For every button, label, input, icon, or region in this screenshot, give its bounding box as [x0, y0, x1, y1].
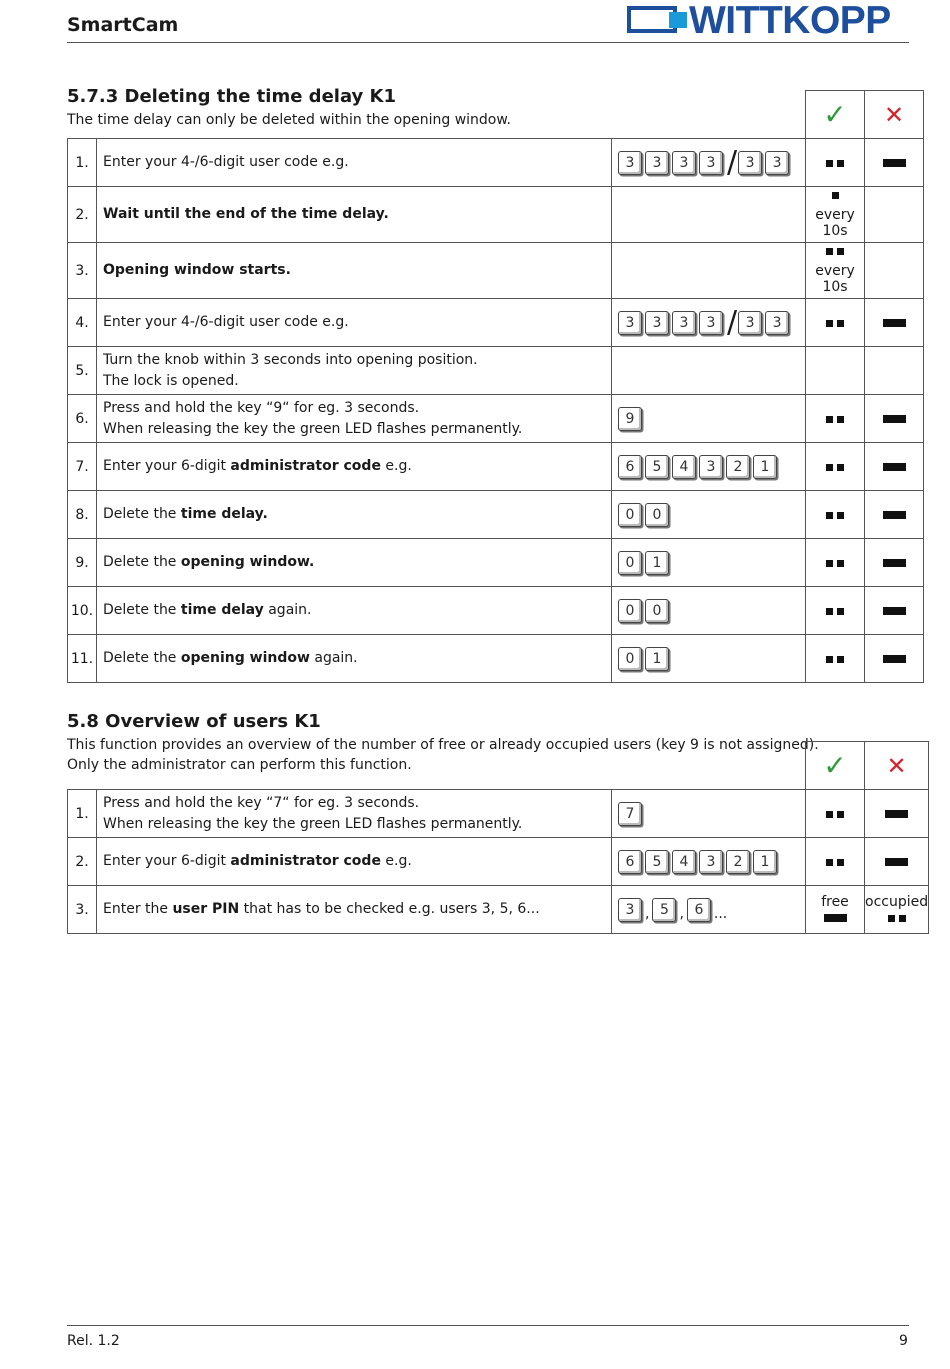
success-signal: [806, 635, 865, 683]
keypad-key-0: 0: [645, 503, 669, 527]
led-dot: [826, 608, 833, 615]
cross-icon: ✕: [886, 751, 907, 780]
success-column-header: [806, 742, 865, 790]
keypad-key-3: 3: [738, 311, 762, 335]
error-signal: [865, 443, 924, 491]
release-label: Rel. 1.2: [67, 1333, 120, 1349]
step-number: 1.: [68, 790, 97, 838]
step-number: 2.: [68, 187, 97, 243]
step-row: [68, 635, 924, 683]
keypad-key-2: 2: [726, 455, 750, 479]
step-instruction: [97, 838, 612, 886]
step-instruction: [97, 491, 612, 539]
section-title-delete-time-delay: 5.7.3 Deleting the time delay K1: [67, 86, 397, 107]
led-dot: [837, 560, 844, 567]
signal-label: every 10s: [815, 207, 855, 239]
success-signal: [806, 790, 865, 838]
key-sequence: [612, 187, 806, 243]
led-dot: [826, 160, 833, 167]
step-row: [68, 838, 929, 886]
led-dot: [826, 416, 833, 423]
led-dot: [837, 811, 844, 818]
error-column-header: [865, 91, 924, 139]
instruction-emphasis: administrator code: [230, 853, 381, 869]
step-row: [68, 491, 924, 539]
header-divider: [67, 42, 909, 43]
slash-separator: /: [727, 144, 738, 180]
error-signal: [865, 243, 924, 299]
error-signal: [865, 187, 924, 243]
step-number: 3.: [68, 243, 97, 299]
step-instruction: [97, 243, 612, 299]
led-dot: [826, 560, 833, 567]
error-signal: [865, 587, 924, 635]
success-signal: [806, 139, 865, 187]
instruction-line: When releasing the key the green LED flashes permanently.: [103, 420, 523, 437]
key-sequence: [612, 299, 806, 347]
step-instruction: [97, 347, 612, 395]
led-dot: [837, 464, 844, 471]
step-row: [68, 886, 929, 934]
error-signal: [865, 886, 929, 934]
error-signal: [865, 790, 929, 838]
led-double-signal-icon: [824, 155, 846, 171]
key-sequence: [612, 395, 806, 443]
step-instruction: [97, 139, 612, 187]
page-number: 9: [899, 1333, 908, 1349]
section-description: The time delay can only be deleted within the opening window.: [67, 112, 511, 128]
keypad-key-0: 0: [618, 599, 642, 623]
keypad-key-3: 3: [645, 151, 669, 175]
led-dot: [837, 512, 844, 519]
led-dot: [826, 811, 833, 818]
keypad-key-5: 5: [645, 455, 669, 479]
steps-table-overview-users: [67, 741, 929, 934]
cross-icon: ✕: [883, 100, 905, 129]
instruction-text: Enter your 4-/6-digit user code e.g.: [103, 314, 349, 330]
step-instruction: [97, 395, 612, 443]
keypad-key-3: 3: [672, 311, 696, 335]
led-dot: [837, 160, 844, 167]
signal-label: every 10s: [815, 263, 855, 295]
steps-table-delete-time-delay: [67, 90, 924, 683]
instruction-text: Delete the: [103, 602, 181, 618]
led-dot: [899, 915, 906, 922]
success-signal: [806, 587, 865, 635]
instruction-text: Delete the: [103, 506, 181, 522]
led-dot: [826, 248, 833, 255]
step-instruction: [97, 539, 612, 587]
key-sequence: [612, 139, 806, 187]
led-long-signal-icon: [883, 319, 906, 327]
description-line: This function provides an overview of the number of free or already occupied users (key 9 is not assigned).: [67, 737, 819, 753]
led-double-signal-icon: [824, 555, 846, 571]
instruction-text: Enter your 6-digit: [103, 458, 231, 474]
keypad-key-4: 4: [672, 850, 696, 874]
key-sequence: [612, 790, 806, 838]
error-signal: [865, 139, 924, 187]
keypad-key-3: 3: [618, 311, 642, 335]
instruction-text: Enter your 4-/6-digit user code e.g.: [103, 154, 349, 170]
keypad-key-0: 0: [645, 599, 669, 623]
led-dot: [837, 656, 844, 663]
led-dot: [826, 512, 833, 519]
led-long-signal-icon: [883, 463, 906, 471]
step-number: 4.: [68, 299, 97, 347]
led-dot: [826, 464, 833, 471]
key-sequence: [612, 347, 806, 395]
error-signal: [865, 347, 924, 395]
success-signal: [806, 838, 865, 886]
instruction-text: Delete the: [103, 650, 181, 666]
led-dot: [826, 656, 833, 663]
led-single-signal-icon: [832, 192, 839, 199]
checkmark-icon: ✓: [823, 749, 847, 782]
led-double-signal-icon: [824, 411, 846, 427]
keypad-key-4: 4: [672, 455, 696, 479]
header-spacer: [68, 91, 806, 139]
key-separator: ,: [645, 905, 650, 922]
instruction-emphasis: Wait until the end of the time delay.: [103, 206, 389, 222]
led-dot: [826, 320, 833, 327]
led-long-signal-icon: [885, 810, 908, 818]
step-row: [68, 395, 924, 443]
instruction-line: Press and hold the key “9“ for eg. 3 seconds.: [103, 399, 420, 416]
signal-label: free: [821, 894, 849, 910]
led-double-signal-icon: [824, 243, 846, 259]
step-number: 10.: [68, 587, 97, 635]
error-signal: [865, 635, 924, 683]
keypad-key-3: 3: [738, 151, 762, 175]
step-number: 1.: [68, 139, 97, 187]
document-title: SmartCam: [67, 14, 179, 36]
led-double-signal-icon: [824, 806, 846, 822]
led-double-signal-icon: [824, 507, 846, 523]
success-signal: [806, 491, 865, 539]
led-double-signal-icon: [824, 315, 846, 331]
success-signal: [806, 243, 865, 299]
success-signal: [806, 886, 865, 934]
led-long-signal-icon: [883, 559, 906, 567]
checkmark-icon: ✓: [823, 98, 847, 131]
keypad-key-0: 0: [618, 647, 642, 671]
led-double-signal-icon: [824, 459, 846, 475]
led-long-signal-icon: [883, 511, 906, 519]
instruction-line: When releasing the key the green LED flashes permanently.: [103, 815, 523, 832]
step-row: [68, 139, 924, 187]
key-sequence: [612, 491, 806, 539]
keypad-key-3: 3: [618, 151, 642, 175]
signal-label: occupied: [865, 894, 929, 910]
logo-square-shape: [669, 12, 687, 28]
error-signal: [865, 491, 924, 539]
led-long-signal-icon: [824, 914, 847, 922]
led-dot: [837, 416, 844, 423]
instruction-emphasis: time delay.: [180, 506, 268, 522]
step-instruction: [97, 587, 612, 635]
keypad-key-1: 1: [753, 455, 777, 479]
description-line: Only the administrator can perform this function.: [67, 757, 412, 773]
instruction-emphasis: Opening window starts.: [103, 262, 291, 278]
instruction-emphasis: opening window.: [180, 554, 315, 570]
step-row: [68, 187, 924, 243]
error-column-header: [865, 742, 929, 790]
led-dot: [888, 915, 895, 922]
keypad-key-1: 1: [645, 647, 669, 671]
led-long-signal-icon: [883, 607, 906, 615]
led-long-signal-icon: [883, 159, 906, 167]
step-number: 3.: [68, 886, 97, 934]
led-long-signal-icon: [885, 858, 908, 866]
error-signal: [865, 539, 924, 587]
keypad-key-3: 3: [618, 898, 642, 922]
step-number: 2.: [68, 838, 97, 886]
step-instruction: [97, 443, 612, 491]
step-row: [68, 587, 924, 635]
keypad-key-0: 0: [618, 551, 642, 575]
keypad-key-2: 2: [726, 850, 750, 874]
key-sequence: [612, 443, 806, 491]
keypad-key-3: 3: [699, 151, 723, 175]
instruction-emphasis: administrator code: [230, 458, 381, 474]
header-spacer: [68, 742, 806, 790]
instruction-text: e.g.: [380, 458, 412, 474]
led-double-signal-icon: [824, 651, 846, 667]
key-sequence: [612, 886, 806, 934]
led-dot: [837, 248, 844, 255]
led-dot: [826, 859, 833, 866]
key-sequence: [612, 838, 806, 886]
led-dot: [837, 608, 844, 615]
keypad-key-9: 9: [618, 407, 642, 431]
keypad-key-0: 0: [618, 503, 642, 527]
led-long-signal-icon: [883, 655, 906, 663]
keypad-key-3: 3: [765, 311, 789, 335]
key-sequence: [612, 539, 806, 587]
keypad-key-6: 6: [618, 850, 642, 874]
keypad-key-3: 3: [645, 311, 669, 335]
instruction-text: that has to be checked e.g. users 3, 5, 6...: [239, 901, 540, 917]
instruction-line: Press and hold the key “7“ for eg. 3 seconds.: [103, 794, 420, 811]
step-instruction: [97, 635, 612, 683]
keypad-key-6: 6: [618, 455, 642, 479]
led-double-signal-icon: [824, 603, 846, 619]
step-row: [68, 347, 924, 395]
slash-separator: /: [727, 304, 738, 340]
success-signal: [806, 299, 865, 347]
step-number: 9.: [68, 539, 97, 587]
step-number: 5.: [68, 347, 97, 395]
key-sequence: [612, 587, 806, 635]
instruction-text: again.: [263, 602, 312, 618]
keypad-key-3: 3: [672, 151, 696, 175]
instruction-text: Enter the: [103, 901, 173, 917]
step-row: [68, 790, 929, 838]
step-row: [68, 539, 924, 587]
success-signal: [806, 539, 865, 587]
keypad-key-3: 3: [699, 455, 723, 479]
key-sequence: [612, 635, 806, 683]
led-long-signal-icon: [883, 415, 906, 423]
step-number: 6.: [68, 395, 97, 443]
error-signal: [865, 395, 924, 443]
instruction-text: Delete the: [103, 554, 181, 570]
instruction-text: Enter your 6-digit: [103, 853, 231, 869]
success-signal: [806, 347, 865, 395]
keypad-key-5: 5: [652, 898, 676, 922]
success-signal: [806, 187, 865, 243]
step-row: [68, 443, 924, 491]
step-instruction: [97, 790, 612, 838]
success-column-header: [806, 91, 865, 139]
keypad-key-3: 3: [765, 151, 789, 175]
footer-divider: [67, 1325, 909, 1326]
success-signal: [806, 395, 865, 443]
led-double-signal-icon: [824, 854, 846, 870]
error-signal: [865, 299, 924, 347]
led-dot: [837, 859, 844, 866]
led-double-signal-icon: [886, 910, 908, 926]
keypad-key-7: 7: [618, 802, 642, 826]
instruction-emphasis: user PIN: [172, 901, 240, 917]
step-number: 11.: [68, 635, 97, 683]
step-number: 8.: [68, 491, 97, 539]
instruction-line: The lock is opened.: [103, 372, 239, 389]
keypad-key-1: 1: [645, 551, 669, 575]
wittkopp-logo: [627, 2, 910, 40]
key-separator: ...: [713, 905, 728, 922]
keypad-key-5: 5: [645, 850, 669, 874]
instruction-emphasis: opening window: [180, 650, 310, 666]
keypad-key-3: 3: [699, 311, 723, 335]
keypad-key-6: 6: [687, 898, 711, 922]
success-signal: [806, 443, 865, 491]
step-row: [68, 299, 924, 347]
step-number: 7.: [68, 443, 97, 491]
instruction-emphasis: time delay: [180, 602, 264, 618]
instruction-text: e.g.: [380, 853, 412, 869]
section-title-overview-users: 5.8 Overview of users K1: [67, 711, 321, 732]
step-instruction: [97, 886, 612, 934]
key-separator: ,: [679, 905, 684, 922]
error-signal: [865, 838, 929, 886]
instruction-line: Turn the knob within 3 seconds into opening position.: [103, 351, 478, 368]
step-instruction: [97, 299, 612, 347]
key-sequence: [612, 243, 806, 299]
step-instruction: [97, 187, 612, 243]
instruction-text: again.: [309, 650, 358, 666]
led-dot: [837, 320, 844, 327]
keypad-key-1: 1: [753, 850, 777, 874]
keypad-key-3: 3: [699, 850, 723, 874]
logo-wordmark: WITTKOPP: [689, 0, 891, 42]
step-row: [68, 243, 924, 299]
